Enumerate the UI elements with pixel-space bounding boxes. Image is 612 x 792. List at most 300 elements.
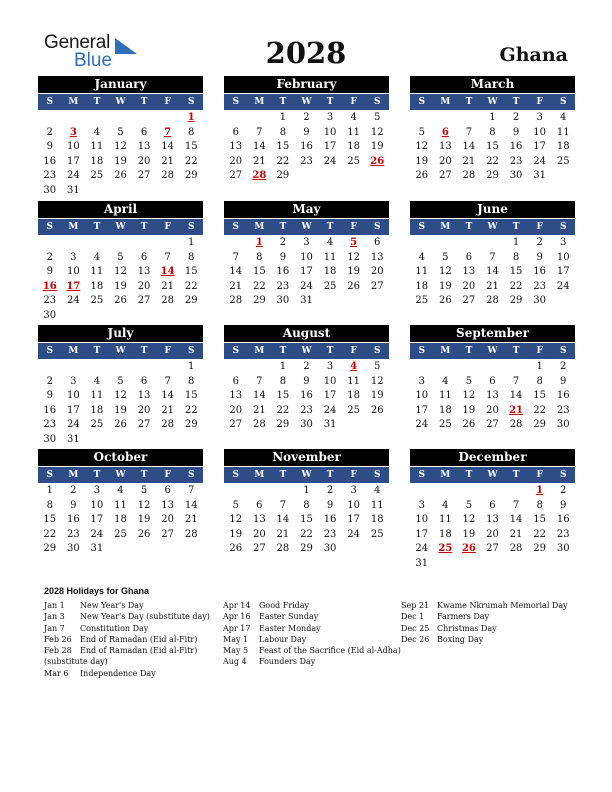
day: 9 bbox=[303, 126, 310, 138]
day: 20 bbox=[161, 514, 174, 526]
day: 4 bbox=[418, 251, 425, 263]
day: 25 bbox=[370, 528, 384, 540]
empty-cell bbox=[85, 236, 109, 251]
day: 30 bbox=[556, 543, 570, 555]
weekday-label: S bbox=[188, 97, 195, 107]
day: 10 bbox=[556, 251, 570, 263]
weekday-header bbox=[224, 343, 389, 359]
day: 2 bbox=[536, 237, 543, 248]
empty-cell bbox=[410, 484, 434, 499]
day: 6 bbox=[374, 237, 381, 248]
month-may bbox=[224, 201, 389, 309]
day: 11 bbox=[90, 266, 104, 278]
day: 11 bbox=[114, 499, 127, 511]
day: 6 bbox=[465, 251, 473, 263]
day: 4 bbox=[326, 237, 334, 248]
month-september bbox=[410, 325, 575, 433]
day: 8 bbox=[188, 126, 195, 138]
day: 11 bbox=[438, 514, 452, 526]
empty-cell bbox=[457, 360, 481, 375]
day: 11 bbox=[90, 390, 104, 402]
day-grid bbox=[224, 484, 389, 557]
weekday-header bbox=[410, 343, 575, 359]
day: 20 bbox=[137, 404, 151, 416]
weekday-label: S bbox=[232, 470, 240, 480]
day: 6 bbox=[164, 485, 171, 496]
day-grid bbox=[224, 360, 389, 433]
weekday-label: T bbox=[326, 222, 334, 232]
day: 19 bbox=[462, 404, 476, 416]
day: 7 bbox=[512, 375, 520, 387]
holiday-date: May 1 bbox=[223, 634, 249, 644]
day: 29 bbox=[43, 543, 57, 555]
day: 19 bbox=[229, 528, 243, 540]
day: 3 bbox=[326, 112, 334, 123]
day: 13 bbox=[137, 266, 151, 278]
month-april bbox=[38, 201, 203, 324]
holiday-date: Sep 21 bbox=[401, 601, 430, 610]
holiday-item bbox=[401, 611, 568, 622]
day: 4 bbox=[93, 126, 101, 138]
day: 2 bbox=[70, 485, 77, 496]
day: 2 bbox=[303, 112, 310, 123]
holiday-date: Apr 16 bbox=[223, 612, 251, 622]
day: 19 bbox=[370, 141, 384, 153]
day: 28 bbox=[486, 295, 499, 307]
day-grid bbox=[38, 484, 203, 557]
day: 14 bbox=[161, 390, 174, 402]
day: 18 bbox=[370, 514, 384, 526]
day: 17 bbox=[415, 404, 429, 416]
holiday-day: 6 bbox=[441, 126, 449, 138]
day: 10 bbox=[66, 390, 80, 402]
weekday-label: F bbox=[350, 346, 357, 356]
day: 24 bbox=[66, 170, 80, 182]
weekday-label: M bbox=[440, 222, 451, 232]
weekday-label: F bbox=[536, 97, 543, 107]
day: 17 bbox=[90, 514, 104, 526]
day: 16 bbox=[300, 141, 313, 153]
day: 11 bbox=[415, 266, 429, 278]
weekday-header bbox=[410, 219, 575, 235]
weekday-label: M bbox=[254, 222, 265, 232]
day: 10 bbox=[323, 126, 337, 138]
day: 21 bbox=[252, 404, 266, 416]
day: 23 bbox=[323, 528, 337, 540]
day: 30 bbox=[323, 543, 337, 555]
day: 16 bbox=[43, 155, 57, 167]
weekday-label: W bbox=[487, 97, 498, 107]
empty-cell bbox=[457, 111, 481, 126]
weekday-label: T bbox=[326, 97, 334, 107]
day: 28 bbox=[229, 295, 243, 307]
month-january bbox=[38, 76, 203, 199]
day: 29 bbox=[533, 419, 546, 431]
month-title: January bbox=[38, 76, 203, 93]
day: 1 bbox=[303, 485, 310, 496]
day: 11 bbox=[323, 251, 337, 263]
weekday-label: T bbox=[279, 97, 287, 107]
day: 21 bbox=[184, 514, 198, 526]
day: 10 bbox=[533, 126, 546, 138]
weekday-label: S bbox=[188, 222, 195, 232]
weekday-label: S bbox=[418, 470, 426, 480]
weekday-label: F bbox=[350, 222, 357, 232]
empty-cell bbox=[62, 360, 86, 375]
day: 20 bbox=[137, 155, 151, 167]
day-grid bbox=[38, 236, 203, 324]
day: 25 bbox=[438, 419, 452, 431]
holiday-date: Mar 6 bbox=[44, 668, 69, 678]
day: 26 bbox=[347, 280, 360, 292]
empty-cell bbox=[85, 111, 109, 126]
holiday-date: Dec 25 bbox=[401, 623, 430, 633]
empty-cell bbox=[62, 236, 86, 251]
weekday-label: T bbox=[140, 470, 148, 480]
day: 7 bbox=[164, 375, 171, 387]
day: 25 bbox=[347, 155, 360, 167]
day: 4 bbox=[442, 499, 449, 511]
day: 12 bbox=[462, 514, 476, 526]
day: 16 bbox=[323, 514, 337, 526]
holidays-title: 2028 Holidays for Ghana bbox=[44, 586, 150, 596]
holiday-date: Jan 3 bbox=[44, 612, 65, 622]
month-july bbox=[38, 325, 203, 448]
day: 21 bbox=[161, 280, 174, 292]
day: 17 bbox=[300, 266, 313, 278]
weekday-label: T bbox=[279, 222, 287, 232]
month-title: May bbox=[224, 201, 389, 218]
day: 9 bbox=[536, 251, 543, 263]
holiday-item bbox=[223, 623, 401, 634]
day: 13 bbox=[486, 390, 499, 402]
country-name: Ghana bbox=[499, 44, 568, 66]
holiday-item bbox=[401, 623, 568, 634]
day: 4 bbox=[93, 375, 101, 387]
day: 16 bbox=[533, 266, 546, 278]
day: 7 bbox=[465, 126, 473, 138]
day: 30 bbox=[556, 419, 570, 431]
day: 21 bbox=[161, 404, 174, 416]
day: 24 bbox=[347, 528, 360, 540]
day: 9 bbox=[512, 126, 520, 138]
day: 3 bbox=[93, 485, 101, 496]
month-august bbox=[224, 325, 389, 433]
day: 17 bbox=[66, 404, 80, 416]
day: 28 bbox=[462, 170, 476, 182]
weekday-label: S bbox=[46, 97, 54, 107]
day: 28 bbox=[161, 419, 174, 431]
day: 5 bbox=[374, 112, 381, 123]
day: 24 bbox=[66, 295, 80, 307]
day: 2 bbox=[326, 485, 334, 496]
day: 23 bbox=[43, 170, 57, 182]
holiday-day: 14 bbox=[160, 266, 175, 278]
day: 15 bbox=[533, 514, 546, 526]
day: 13 bbox=[137, 141, 151, 153]
day: 29 bbox=[184, 170, 198, 182]
day: 17 bbox=[66, 155, 80, 167]
weekday-label: F bbox=[350, 97, 357, 107]
weekday-header bbox=[38, 467, 203, 483]
day: 11 bbox=[90, 141, 104, 153]
day: 14 bbox=[184, 499, 198, 511]
day: 10 bbox=[300, 251, 313, 263]
weekday-label: W bbox=[115, 470, 126, 480]
logo-text-general: General bbox=[44, 32, 111, 53]
weekday-label: M bbox=[254, 346, 265, 356]
weekday-label: S bbox=[46, 470, 54, 480]
holiday-item bbox=[44, 600, 210, 611]
day: 13 bbox=[486, 514, 499, 526]
day: 20 bbox=[486, 404, 499, 416]
day: 6 bbox=[489, 499, 496, 511]
day: 29 bbox=[486, 170, 499, 182]
weekday-label: T bbox=[512, 470, 520, 480]
day: 28 bbox=[252, 419, 266, 431]
day: 24 bbox=[323, 404, 337, 416]
weekday-label: S bbox=[560, 470, 567, 480]
day: 7 bbox=[489, 251, 496, 263]
day: 9 bbox=[46, 141, 53, 153]
empty-cell bbox=[457, 484, 481, 499]
empty-cell bbox=[62, 111, 86, 126]
day: 30 bbox=[43, 309, 57, 321]
month-title: September bbox=[410, 325, 575, 342]
day: 26 bbox=[114, 295, 127, 307]
weekday-label: M bbox=[68, 470, 79, 480]
day: 2 bbox=[560, 485, 567, 496]
weekday-label: W bbox=[301, 470, 312, 480]
day: 22 bbox=[43, 528, 57, 540]
weekday-label: T bbox=[93, 222, 101, 232]
day: 5 bbox=[117, 375, 124, 387]
logo-text-blue: Blue bbox=[74, 50, 113, 71]
day: 31 bbox=[533, 170, 546, 182]
holiday-item bbox=[44, 623, 210, 634]
day: 22 bbox=[184, 155, 198, 167]
day: 22 bbox=[184, 280, 198, 292]
day: 21 bbox=[161, 155, 174, 167]
day: 24 bbox=[556, 280, 570, 292]
empty-cell bbox=[248, 484, 272, 499]
day: 9 bbox=[46, 390, 53, 402]
month-march bbox=[410, 76, 575, 184]
holiday-date: Feb 28 bbox=[44, 646, 72, 656]
holiday-name: End of Ramadan (Eid al-Fitr) bbox=[80, 646, 198, 656]
weekday-label: W bbox=[115, 97, 126, 107]
day: 14 bbox=[229, 266, 243, 278]
day: 22 bbox=[252, 280, 266, 292]
day: 25 bbox=[323, 280, 337, 292]
weekday-label: M bbox=[440, 346, 451, 356]
day: 4 bbox=[374, 485, 381, 496]
day: 13 bbox=[438, 141, 452, 153]
empty-cell bbox=[109, 236, 133, 251]
weekday-label: S bbox=[46, 222, 54, 232]
weekday-label: F bbox=[164, 346, 171, 356]
day: 12 bbox=[137, 499, 151, 511]
day: 8 bbox=[188, 251, 195, 263]
day-grid bbox=[410, 236, 575, 309]
holiday-name: New Year's Day bbox=[80, 601, 144, 610]
day: 25 bbox=[90, 419, 104, 431]
empty-cell bbox=[410, 111, 434, 126]
weekday-label: T bbox=[93, 346, 101, 356]
day: 29 bbox=[276, 419, 290, 431]
weekday-label: M bbox=[68, 222, 79, 232]
day: 22 bbox=[276, 155, 290, 167]
day: 31 bbox=[90, 543, 104, 555]
day: 20 bbox=[462, 280, 476, 292]
day: 25 bbox=[90, 170, 104, 182]
weekday-label: T bbox=[512, 222, 520, 232]
day: 29 bbox=[184, 419, 198, 431]
day: 11 bbox=[438, 390, 452, 402]
holiday-day: 5 bbox=[350, 237, 358, 248]
empty-cell bbox=[410, 360, 434, 375]
weekday-label: S bbox=[560, 97, 567, 107]
day: 18 bbox=[323, 266, 337, 278]
day: 19 bbox=[114, 280, 127, 292]
holiday-column bbox=[401, 600, 568, 645]
holiday-date: Feb 26 bbox=[44, 634, 72, 644]
weekday-label: M bbox=[440, 470, 451, 480]
day: 7 bbox=[256, 126, 263, 138]
holiday-day: 28 bbox=[252, 170, 267, 182]
day-grid bbox=[410, 111, 575, 184]
day: 15 bbox=[252, 266, 266, 278]
day: 12 bbox=[438, 266, 452, 278]
day: 1 bbox=[188, 361, 195, 372]
day: 24 bbox=[323, 155, 337, 167]
holiday-item bbox=[44, 611, 210, 622]
empty-cell bbox=[271, 484, 295, 499]
day: 14 bbox=[252, 141, 266, 153]
day: 19 bbox=[114, 155, 127, 167]
month-title: July bbox=[38, 325, 203, 342]
day: 2 bbox=[303, 361, 310, 372]
weekday-label: M bbox=[254, 470, 265, 480]
day: 10 bbox=[347, 499, 360, 511]
day: 23 bbox=[43, 295, 57, 307]
day: 5 bbox=[374, 361, 381, 372]
day: 25 bbox=[114, 528, 127, 540]
holiday-date: May 5 bbox=[223, 646, 249, 656]
day: 31 bbox=[323, 419, 337, 431]
holiday-date: Aug 4 bbox=[223, 657, 247, 667]
day: 9 bbox=[279, 251, 287, 263]
day: 3 bbox=[70, 251, 77, 263]
holiday-item bbox=[223, 645, 401, 656]
day: 12 bbox=[415, 141, 429, 153]
day: 13 bbox=[137, 390, 151, 402]
day: 18 bbox=[438, 404, 452, 416]
day: 13 bbox=[252, 514, 266, 526]
day: 22 bbox=[486, 155, 499, 167]
day: 4 bbox=[442, 375, 449, 387]
day: 10 bbox=[323, 375, 337, 387]
holiday-day: 3 bbox=[69, 126, 77, 138]
day: 24 bbox=[66, 419, 80, 431]
day: 7 bbox=[256, 375, 263, 387]
weekday-label: T bbox=[465, 470, 473, 480]
weekday-label: W bbox=[115, 222, 126, 232]
day: 7 bbox=[232, 251, 239, 263]
day: 22 bbox=[300, 528, 313, 540]
holiday-item bbox=[401, 600, 568, 611]
day: 6 bbox=[140, 126, 148, 138]
weekday-header bbox=[410, 467, 575, 483]
day: 8 bbox=[536, 375, 543, 387]
day: 23 bbox=[66, 528, 80, 540]
weekday-label: S bbox=[418, 222, 426, 232]
day: 13 bbox=[370, 251, 384, 263]
day: 9 bbox=[46, 266, 53, 278]
day: 29 bbox=[276, 170, 290, 182]
day: 3 bbox=[350, 485, 357, 496]
holiday-name-continuation: (substitute day) bbox=[44, 657, 108, 667]
day: 5 bbox=[117, 126, 124, 138]
day: 17 bbox=[323, 390, 337, 402]
weekday-label: T bbox=[93, 97, 101, 107]
day: 17 bbox=[323, 141, 337, 153]
day: 6 bbox=[140, 251, 148, 263]
day: 6 bbox=[489, 375, 496, 387]
day: 29 bbox=[509, 295, 523, 307]
weekday-label: W bbox=[301, 222, 312, 232]
holiday-day: 26 bbox=[370, 155, 385, 167]
day: 5 bbox=[418, 126, 425, 138]
day: 20 bbox=[438, 155, 452, 167]
day-grid bbox=[224, 111, 389, 184]
day: 10 bbox=[415, 514, 429, 526]
day: 23 bbox=[509, 155, 523, 167]
day: 24 bbox=[415, 543, 429, 555]
day: 26 bbox=[370, 404, 384, 416]
day: 11 bbox=[370, 499, 384, 511]
day: 3 bbox=[418, 375, 425, 387]
holiday-name: End of Ramadan (Eid al-Fitr) bbox=[80, 634, 198, 644]
day: 28 bbox=[509, 419, 523, 431]
day: 3 bbox=[326, 361, 334, 372]
day: 26 bbox=[114, 170, 127, 182]
day: 19 bbox=[137, 514, 151, 526]
weekday-label: T bbox=[93, 470, 101, 480]
day: 18 bbox=[90, 280, 104, 292]
day: 25 bbox=[347, 404, 360, 416]
day: 3 bbox=[536, 112, 543, 123]
day: 23 bbox=[300, 404, 313, 416]
day: 16 bbox=[556, 390, 570, 402]
day: 13 bbox=[229, 390, 243, 402]
day: 12 bbox=[114, 266, 127, 278]
weekday-label: S bbox=[374, 470, 381, 480]
day: 15 bbox=[276, 141, 290, 153]
day: 7 bbox=[512, 499, 520, 511]
weekday-header bbox=[38, 343, 203, 359]
day: 13 bbox=[229, 141, 243, 153]
weekday-label: F bbox=[536, 346, 543, 356]
weekday-header bbox=[38, 219, 203, 235]
day: 8 bbox=[536, 499, 543, 511]
empty-cell bbox=[224, 111, 248, 126]
day: 19 bbox=[370, 390, 384, 402]
empty-cell bbox=[156, 236, 180, 251]
holiday-day: 16 bbox=[42, 280, 57, 292]
empty-cell bbox=[224, 484, 248, 499]
holiday-name: Easter Sunday bbox=[259, 612, 319, 622]
